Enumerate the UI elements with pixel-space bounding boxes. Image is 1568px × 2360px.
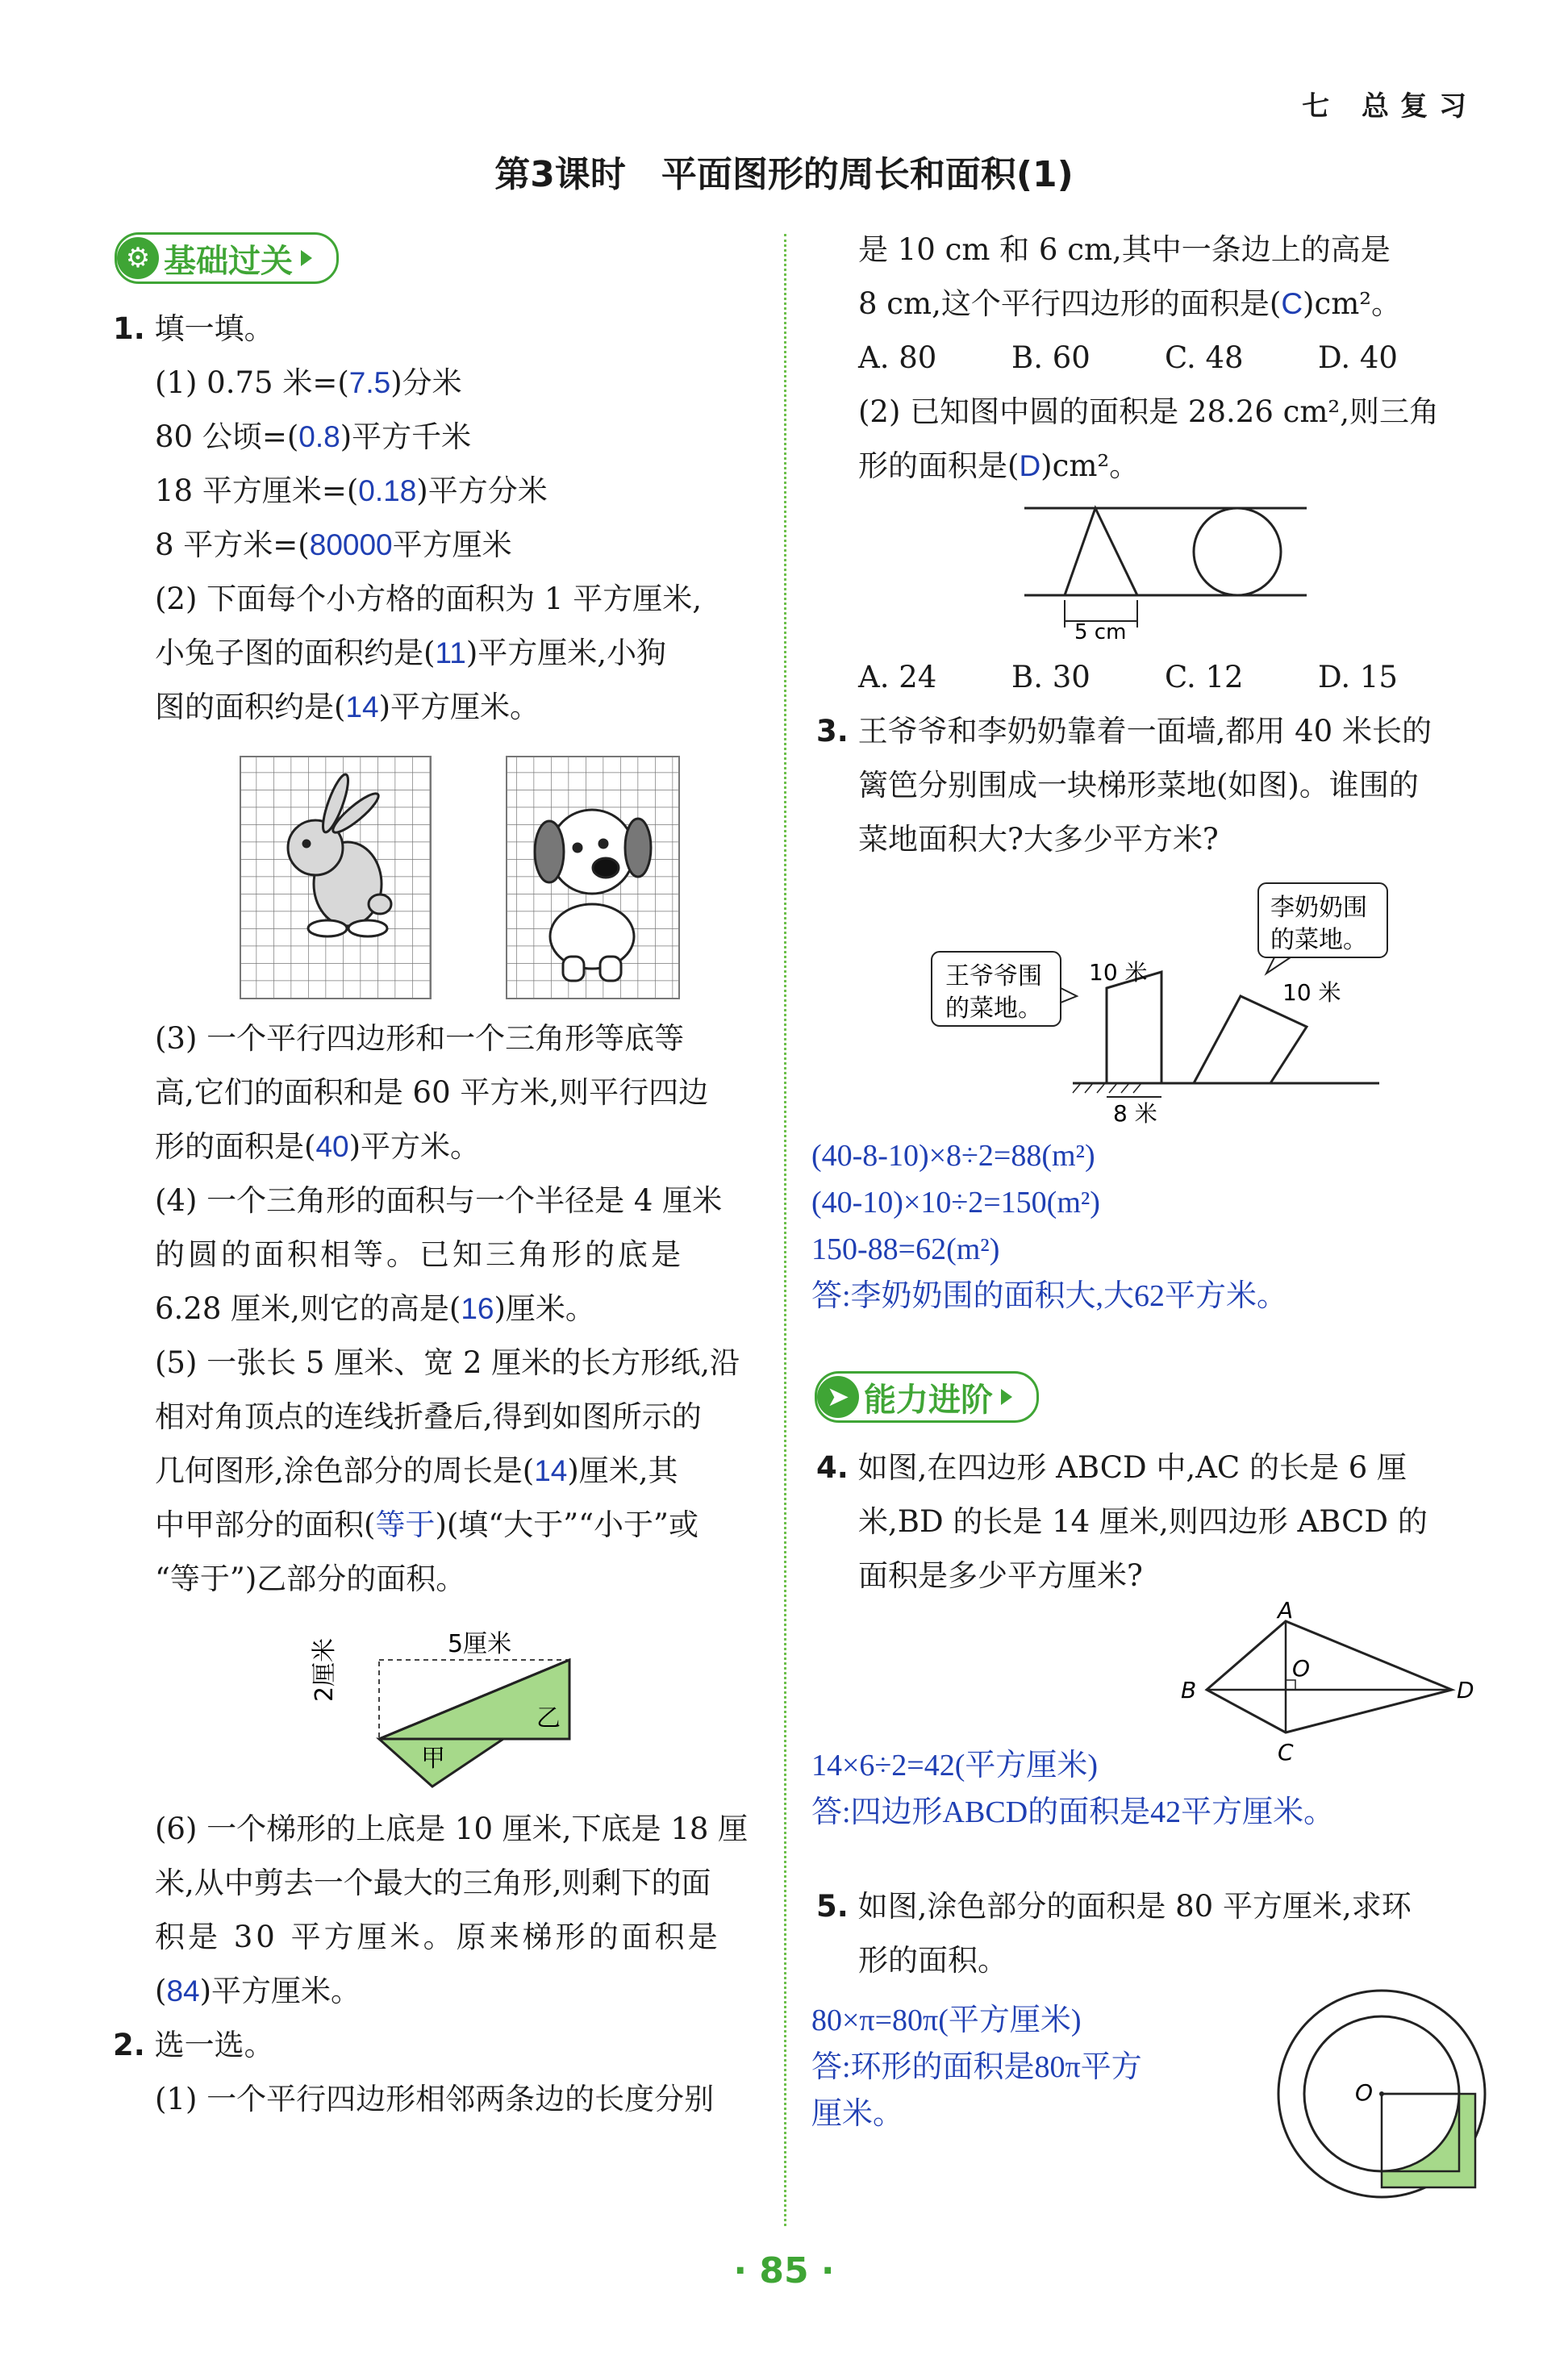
basic-section-label: 基础过关 [164, 242, 293, 280]
li-garden [1194, 996, 1307, 1083]
q5-number: 5. [816, 1889, 849, 1924]
lesson-topic: 平面图形的周长和面积(1) [661, 154, 1074, 195]
speech-bubble-1 [932, 952, 1077, 1026]
ring-figure [1274, 1984, 1500, 2210]
q1-heading: 填一填。 [154, 311, 274, 346]
svg-text:王爷爷围: 王爷爷围 [945, 962, 1042, 990]
column-divider [784, 234, 786, 2226]
q2-part1-line1: (1) 一个平行四边形相邻两条边的长度分别 [155, 2082, 715, 2116]
q1-part5-line1: (5) 一张长 5 厘米、宽 2 厘米的长方形纸,沿 [155, 1345, 740, 1380]
q1-part2-line1: (2) 下面每个小方格的面积为 1 平方厘米, [155, 582, 702, 616]
page-number: · 85 · [733, 2250, 835, 2291]
ring-shaded-region [1382, 2094, 1475, 2187]
q3-line1: 王爷爷和李奶奶靠着一面墙,都用 40 米长的 [857, 714, 1432, 748]
question-1-part6 [113, 1802, 748, 2126]
q5-line1: 如图,涂色部分的面积是 80 平方厘米,求环 [857, 1889, 1412, 1924]
point-o: O [1292, 1655, 1311, 1682]
q1-part2-line3: 图的面积约是(14)平方厘米。 [155, 690, 540, 724]
page-title [0, 145, 1568, 197]
q1-part5-line2: 相对角顶点的连线折叠后,得到如图所示的 [155, 1399, 702, 1434]
q1-part6-line2: 米,从中剪去一个最大的三角形,则剩下的面 [155, 1866, 711, 1900]
wang-base-label: 8 米 [1113, 1100, 1157, 1127]
advanced-section-badge [815, 1371, 1039, 1423]
fig5-top-label: 5厘米 [448, 1630, 512, 1658]
svg-text:的菜地。: 的菜地。 [945, 994, 1042, 1023]
q1-part6-line1: (6) 一个梯形的上底是 10 厘米,下底是 18 厘 [155, 1812, 749, 1846]
arrow-icon [1001, 1389, 1012, 1405]
q1-part3-line2: 高,它们的面积和是 60 平方米,则平行四边 [155, 1075, 709, 1110]
question-1 [113, 302, 702, 734]
q1-part4-line1: (4) 一个三角形的面积与一个半径是 4 厘米 [155, 1183, 723, 1218]
q2-part2-line1: (2) 已知图中圆的面积是 28.26 cm²,则三角 [858, 394, 1440, 429]
q1-number: 1. [113, 311, 145, 346]
dog-grid [507, 757, 679, 999]
q2-heading: 选一选。 [154, 2028, 274, 2062]
q1-line4: 8 平方米=(80000平方厘米 [155, 527, 512, 562]
q1-part4-line2: 的圆的面积相等。已知三角形的底是 [155, 1237, 684, 1272]
q3-line2: 篱笆分别围成一块梯形菜地(如图)。谁围的 [858, 768, 1419, 803]
q3-line3: 菜地面积大?大多少平方米? [858, 822, 1219, 857]
q1-part6-line3: 积是 30 平方厘米。原来梯形的面积是 [155, 1920, 721, 1954]
gear-icon: ⚙ [117, 237, 159, 279]
triangle-circle-figure [1024, 500, 1315, 645]
q1-part5-line5: “等于”)乙部分的面积。 [155, 1562, 466, 1596]
q2-options-1: A. 80 B. 60 C. 48 D. 40 [858, 340, 1398, 375]
q1-part5-line4: 中甲部分的面积(等于)(填“大于”“小于”或 [155, 1507, 699, 1542]
question-4 [816, 1441, 1428, 1603]
q1-part5-line3: 几何图形,涂色部分的周长是(14)厘米,其 [155, 1453, 678, 1488]
q2-part2-line2: 形的面积是(D)cm²。 [858, 448, 1140, 483]
fold-figure [311, 1621, 581, 1795]
q4-line3: 面积是多少平方厘米? [858, 1558, 1143, 1593]
q5-line2: 形的面积。 [858, 1943, 1007, 1978]
wang-height-label: 10 米 [1089, 959, 1148, 986]
lesson-number: 第3课时 [494, 154, 626, 195]
question-2-options2 [816, 650, 1432, 866]
section-header: 七 总复习 [1302, 90, 1478, 123]
q5-answer: 80×π=80π(平方厘米) 答:环形的面积是80π平方 厘米。 [811, 2003, 1142, 2131]
li-height-label: 10 米 [1282, 979, 1341, 1006]
question-1-cont [113, 1011, 740, 1606]
point-a: A [1278, 1597, 1294, 1624]
q1-part2-line2: 小兔子图的面积约是(11)平方厘米,小狗 [155, 636, 667, 670]
q4-number: 4. [816, 1450, 849, 1485]
point-c: C [1278, 1739, 1294, 1766]
point-b: B [1181, 1677, 1197, 1703]
q2-part1-line3: 8 cm,这个平行四边形的面积是(C)cm²。 [858, 286, 1402, 321]
grid-figures [239, 755, 690, 1002]
question-2-cont [816, 223, 1439, 493]
q4-answer: 14×6÷2=42(平方厘米) 答:四边形ABCD的面积是42平方厘米。 [811, 1749, 1335, 1829]
point-d: D [1457, 1677, 1474, 1703]
rabbit-grid [240, 757, 431, 999]
q4-line1: 如图,在四边形 ABCD 中,AC 的长是 6 厘 [857, 1450, 1407, 1485]
fig5-left-label: 2厘米 [311, 1637, 339, 1702]
q1-part3-line3: 形的面积是(40)平方米。 [155, 1129, 481, 1164]
svg-text:李奶奶围: 李奶奶围 [1270, 894, 1367, 922]
triangle-base-label: 5 cm [1074, 620, 1127, 644]
q1-part3-line1: (3) 一个平行四边形和一个三角形等底等 [155, 1021, 685, 1056]
question-5 [816, 1879, 1412, 1987]
fig5-jia-label: 甲 [421, 1745, 445, 1773]
q3-answer: (40-8-10)×8÷2=88(m²) (40-10)×10÷2=150(m²) 150-88=62(m²) 答:李奶奶围的面积大,大62平方米。 [811, 1139, 1288, 1313]
q1-line1: (1) 0.75 米=(7.5)分米 [155, 365, 462, 400]
q2-options-2: A. 24 B. 30 C. 12 D. 15 [858, 660, 1398, 694]
q4-line2: 米,BD 的长是 14 厘米,则四边形 ABCD 的 [858, 1504, 1428, 1539]
runner-icon: ➤ [817, 1376, 859, 1418]
q3-number: 3. [816, 714, 849, 748]
advanced-section-label: 能力进阶 [864, 1381, 993, 1419]
q1-line3: 18 平方厘米=(0.18)平方分米 [155, 473, 548, 508]
basic-section-badge [115, 232, 339, 284]
garden-figure [928, 875, 1412, 1133]
q2-part1-line2: 是 10 cm 和 6 cm,其中一条边上的高是 [858, 232, 1391, 267]
q2-number: 2. [113, 2028, 145, 2062]
speech-bubble-2 [1258, 883, 1387, 974]
arrow-icon [301, 250, 312, 266]
q1-part6-line4: (84)平方厘米。 [155, 1974, 361, 2008]
q1-line2: 80 公顷=(0.8)平方千米 [155, 419, 472, 454]
fig5-yi-label: 乙 [536, 1704, 561, 1732]
svg-text:的菜地。: 的菜地。 [1270, 926, 1367, 954]
ring-center-label: O [1355, 2079, 1374, 2106]
wang-garden [1107, 972, 1161, 1083]
q1-part4-line3: 6.28 厘米,则它的高是(16)厘米。 [155, 1291, 595, 1326]
